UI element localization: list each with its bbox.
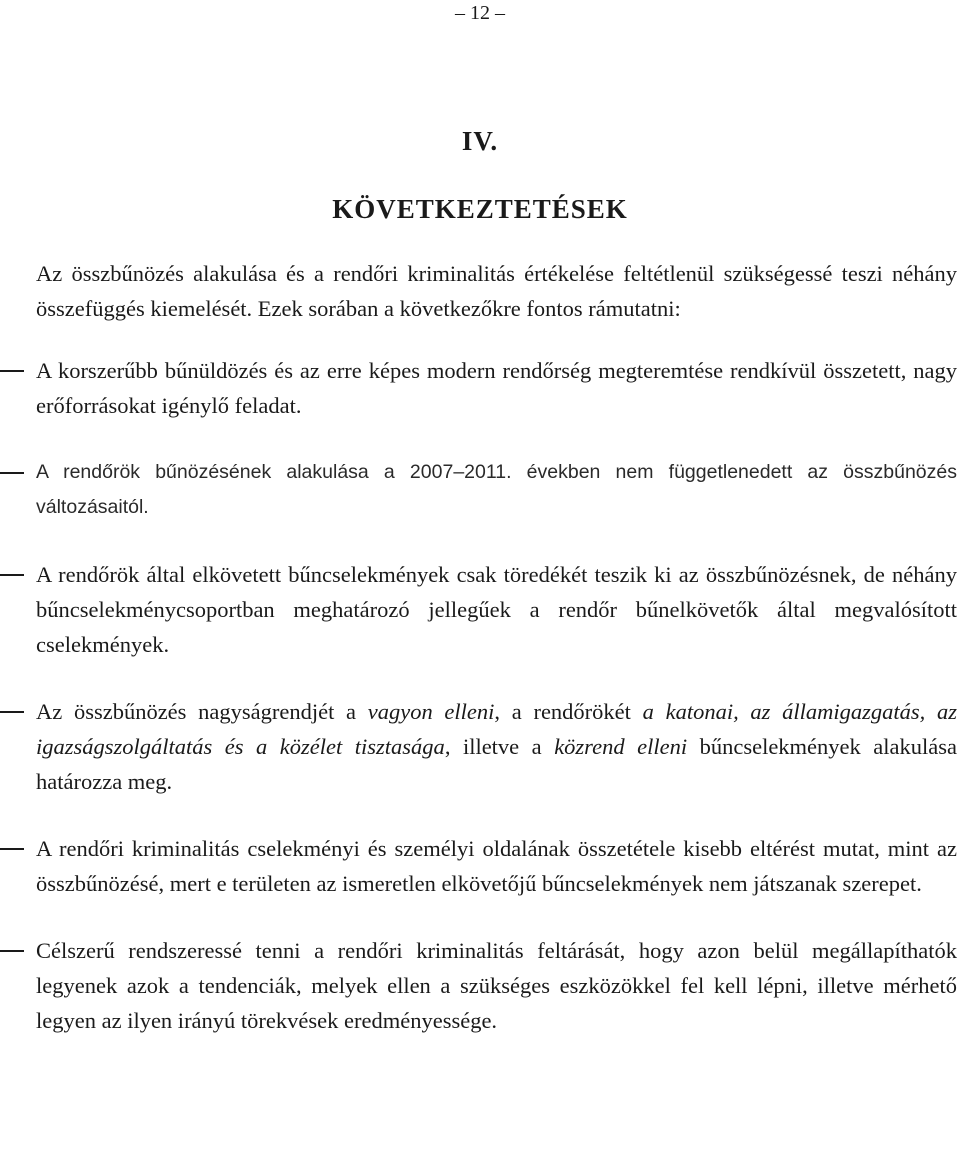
list-item-text: A rendőrök bűnözésének alakulása a 2007–2011. években nem függetlenedett az összbűnözés változásaitól. bbox=[36, 461, 957, 518]
dash-bullet-icon bbox=[0, 472, 24, 474]
list-item bbox=[36, 455, 957, 525]
page-number: – 12 – bbox=[455, 2, 505, 24]
italic-text-segment: a katonai, az államigazgatás, az igazságszolgáltatás és a közélet tisztasága bbox=[36, 699, 958, 759]
dash-bullet-icon bbox=[0, 950, 24, 952]
text-segment: Az összbűnözés nagyságrendjét a bbox=[36, 699, 368, 724]
text-segment: , illetve a bbox=[444, 734, 555, 759]
list-item bbox=[36, 353, 957, 423]
list-item-text bbox=[36, 694, 957, 799]
italic-text-segment: közrend elleni bbox=[554, 734, 688, 759]
italic-text-segment: vagyon elleni bbox=[367, 699, 495, 724]
dash-bullet-icon bbox=[0, 848, 24, 850]
chapter-title: KÖVETKEZTETÉSEK bbox=[332, 194, 628, 224]
list-item-text: Célszerű rendszeressé tenni a rendőri kriminalitás feltárását, hogy azon belül megállapíthatók legyenek azok a tendenciák, melyek ellen a szükséges eszközökkel fel kell lépni, illetve mérhető legyen az ilyen irányú törekvések eredményessége. bbox=[36, 938, 957, 1033]
chapter-number: IV. bbox=[461, 126, 499, 156]
text-segment: bűncselekmények alakulása határozza meg. bbox=[36, 734, 957, 794]
document-body bbox=[36, 256, 957, 1070]
list-item bbox=[36, 694, 957, 799]
list-item bbox=[36, 831, 957, 901]
dash-bullet-icon bbox=[0, 711, 24, 713]
list-item-text: A rendőri kriminalitás cselekményi és személyi oldalának összetétele kisebb eltérést mutat, mint az összbűnözésé, mert e területen az ismeretlen elkövetőjű bűncselekmények nem játszanak szerepet. bbox=[36, 836, 957, 896]
list-item-text: A korszerűbb bűnüldözés és az erre képes modern rendőrség megteremtése rendkívül összetett, nagy erőforrásokat igénylő feladat. bbox=[36, 358, 957, 418]
text-segment: , a rendőrökét bbox=[494, 699, 643, 724]
intro-paragraph: Az összbűnözés alakulása és a rendőri kriminalitás értékelése feltétlenül szükségessé teszi néhány összefüggés kiemelését. Ezek sorában a következőkre fontos rámutatni: bbox=[36, 261, 957, 321]
dash-bullet-icon bbox=[0, 370, 24, 372]
dash-bullet-icon bbox=[0, 574, 24, 576]
list-item bbox=[36, 933, 957, 1038]
list-item bbox=[36, 557, 957, 662]
list-item-text: A rendőrök által elkövetett bűncselekmények csak töredékét teszik ki az összbűnözésnek, de néhány bűncselekménycsoportban meghatározó jellegűek a rendőr bűnelkövetők által megvalósított cselekmények. bbox=[36, 562, 957, 657]
